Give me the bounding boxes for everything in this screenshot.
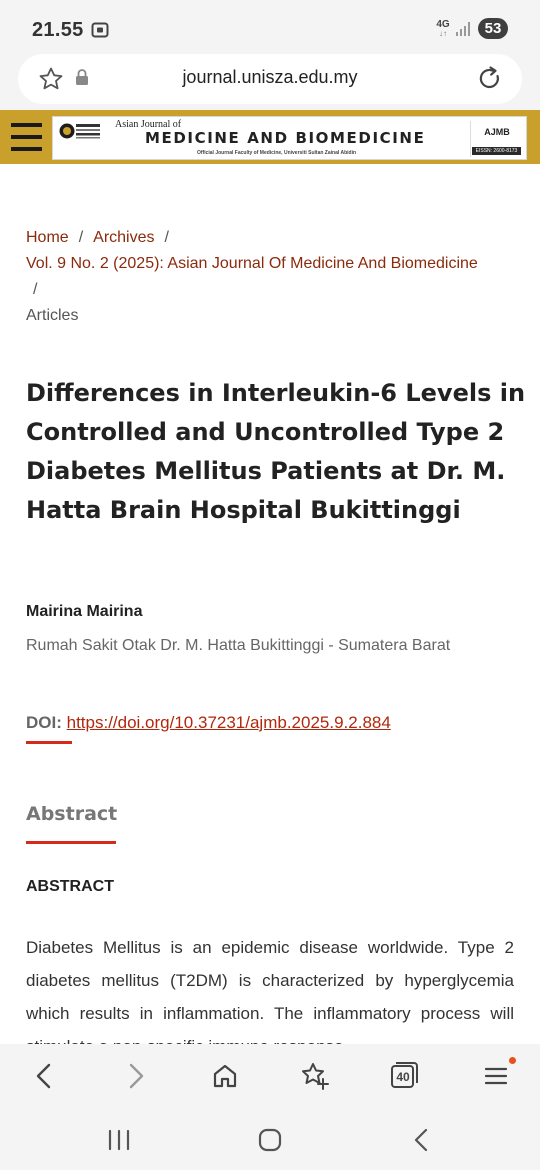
journal-banner[interactable] xyxy=(52,116,527,160)
recent-apps-icon[interactable] xyxy=(104,1126,134,1154)
breadcrumb-separator: / xyxy=(33,281,38,298)
browser-toolbar xyxy=(0,1044,540,1110)
tabs-icon[interactable] xyxy=(389,1060,421,1092)
breadcrumb-separator: / xyxy=(78,229,84,246)
university-logo xyxy=(58,122,102,140)
doi-link[interactable]: https://doi.org/10.37231/ajmb.2025.9.2.884 xyxy=(66,713,391,732)
network-type: 4G xyxy=(436,18,450,30)
doi-label: DOI: xyxy=(26,713,62,732)
abstract-accent-bar xyxy=(26,841,116,844)
data-arrows-icon: ↓↑ xyxy=(439,28,447,38)
site-header xyxy=(0,110,540,164)
author-name: Mairina Mairina xyxy=(26,603,143,620)
doi-accent-bar xyxy=(26,741,72,744)
breadcrumb-separator: / xyxy=(164,229,169,246)
menu-icon[interactable] xyxy=(0,116,48,162)
abstract-text: Diabetes Mellitus is an epidemic disease worldwide. Type 2 diabetes mellitus (T2DM) is characterized by hyperglycemia which results in inflammation. The inflammatory process will xyxy=(26,938,514,1023)
banner-title: MEDICINE AND BIOMEDICINE xyxy=(145,129,426,147)
more-menu-icon[interactable] xyxy=(480,1060,512,1092)
status-time: 21.55 xyxy=(32,19,84,41)
notification-dot xyxy=(509,1057,516,1064)
screen-record-icon xyxy=(91,22,109,38)
signal-icon xyxy=(456,22,472,36)
back-icon[interactable] xyxy=(28,1060,60,1092)
network-indicator xyxy=(436,20,450,38)
url-text[interactable]: journal.unisza.edu.my xyxy=(182,67,358,87)
abstract-heading: Abstract xyxy=(26,803,118,825)
system-navigation-bar xyxy=(0,1110,540,1170)
doi-line xyxy=(26,713,391,733)
ajmb-abbrev: AJMB xyxy=(484,127,510,137)
author-affiliation: Rumah Sakit Otak Dr. M. Hatta Bukittinggi - Sumatera Barat xyxy=(26,637,451,654)
ajmb-badge xyxy=(470,121,522,157)
abstract-subheading: ABSTRACT xyxy=(26,878,114,895)
home-button-icon[interactable] xyxy=(255,1126,285,1154)
forward-icon[interactable] xyxy=(120,1060,152,1092)
ajmb-issn: EISSN: 2600-8173 xyxy=(472,147,521,155)
battery-badge: 53 xyxy=(478,18,508,39)
browser-address-area xyxy=(0,58,540,110)
system-back-icon[interactable] xyxy=(406,1126,436,1154)
breadcrumb-current: Articles xyxy=(26,307,79,324)
banner-subtitle: Asian Journal of xyxy=(115,119,182,130)
breadcrumb-issue-link[interactable]: Vol. 9 No. 2 (2025): Asian Journal Of Medicine And Biomedicine xyxy=(26,255,478,272)
breadcrumb-archives-link[interactable]: Archives xyxy=(93,229,155,246)
home-icon[interactable] xyxy=(209,1060,241,1092)
status-bar xyxy=(0,0,540,58)
breadcrumb-home-link[interactable]: Home xyxy=(26,229,69,246)
breadcrumb xyxy=(26,225,516,329)
banner-tagline: Official Journal Faculty of Medicine, Universiti Sultan Zainal Abidin xyxy=(197,150,357,156)
bookmark-icon[interactable] xyxy=(299,1060,331,1092)
status-right xyxy=(436,18,508,39)
article-title: Differences in Interleukin-6 Levels in Controlled and Uncontrolled Type 2 Diabetes Mellitus Patients at Dr. M. Hatta Brain Hospital Bukittinggi xyxy=(26,379,526,524)
reload-icon[interactable] xyxy=(477,65,503,93)
tabs-count: 40 xyxy=(396,1070,410,1084)
address-bar[interactable] xyxy=(18,54,522,104)
